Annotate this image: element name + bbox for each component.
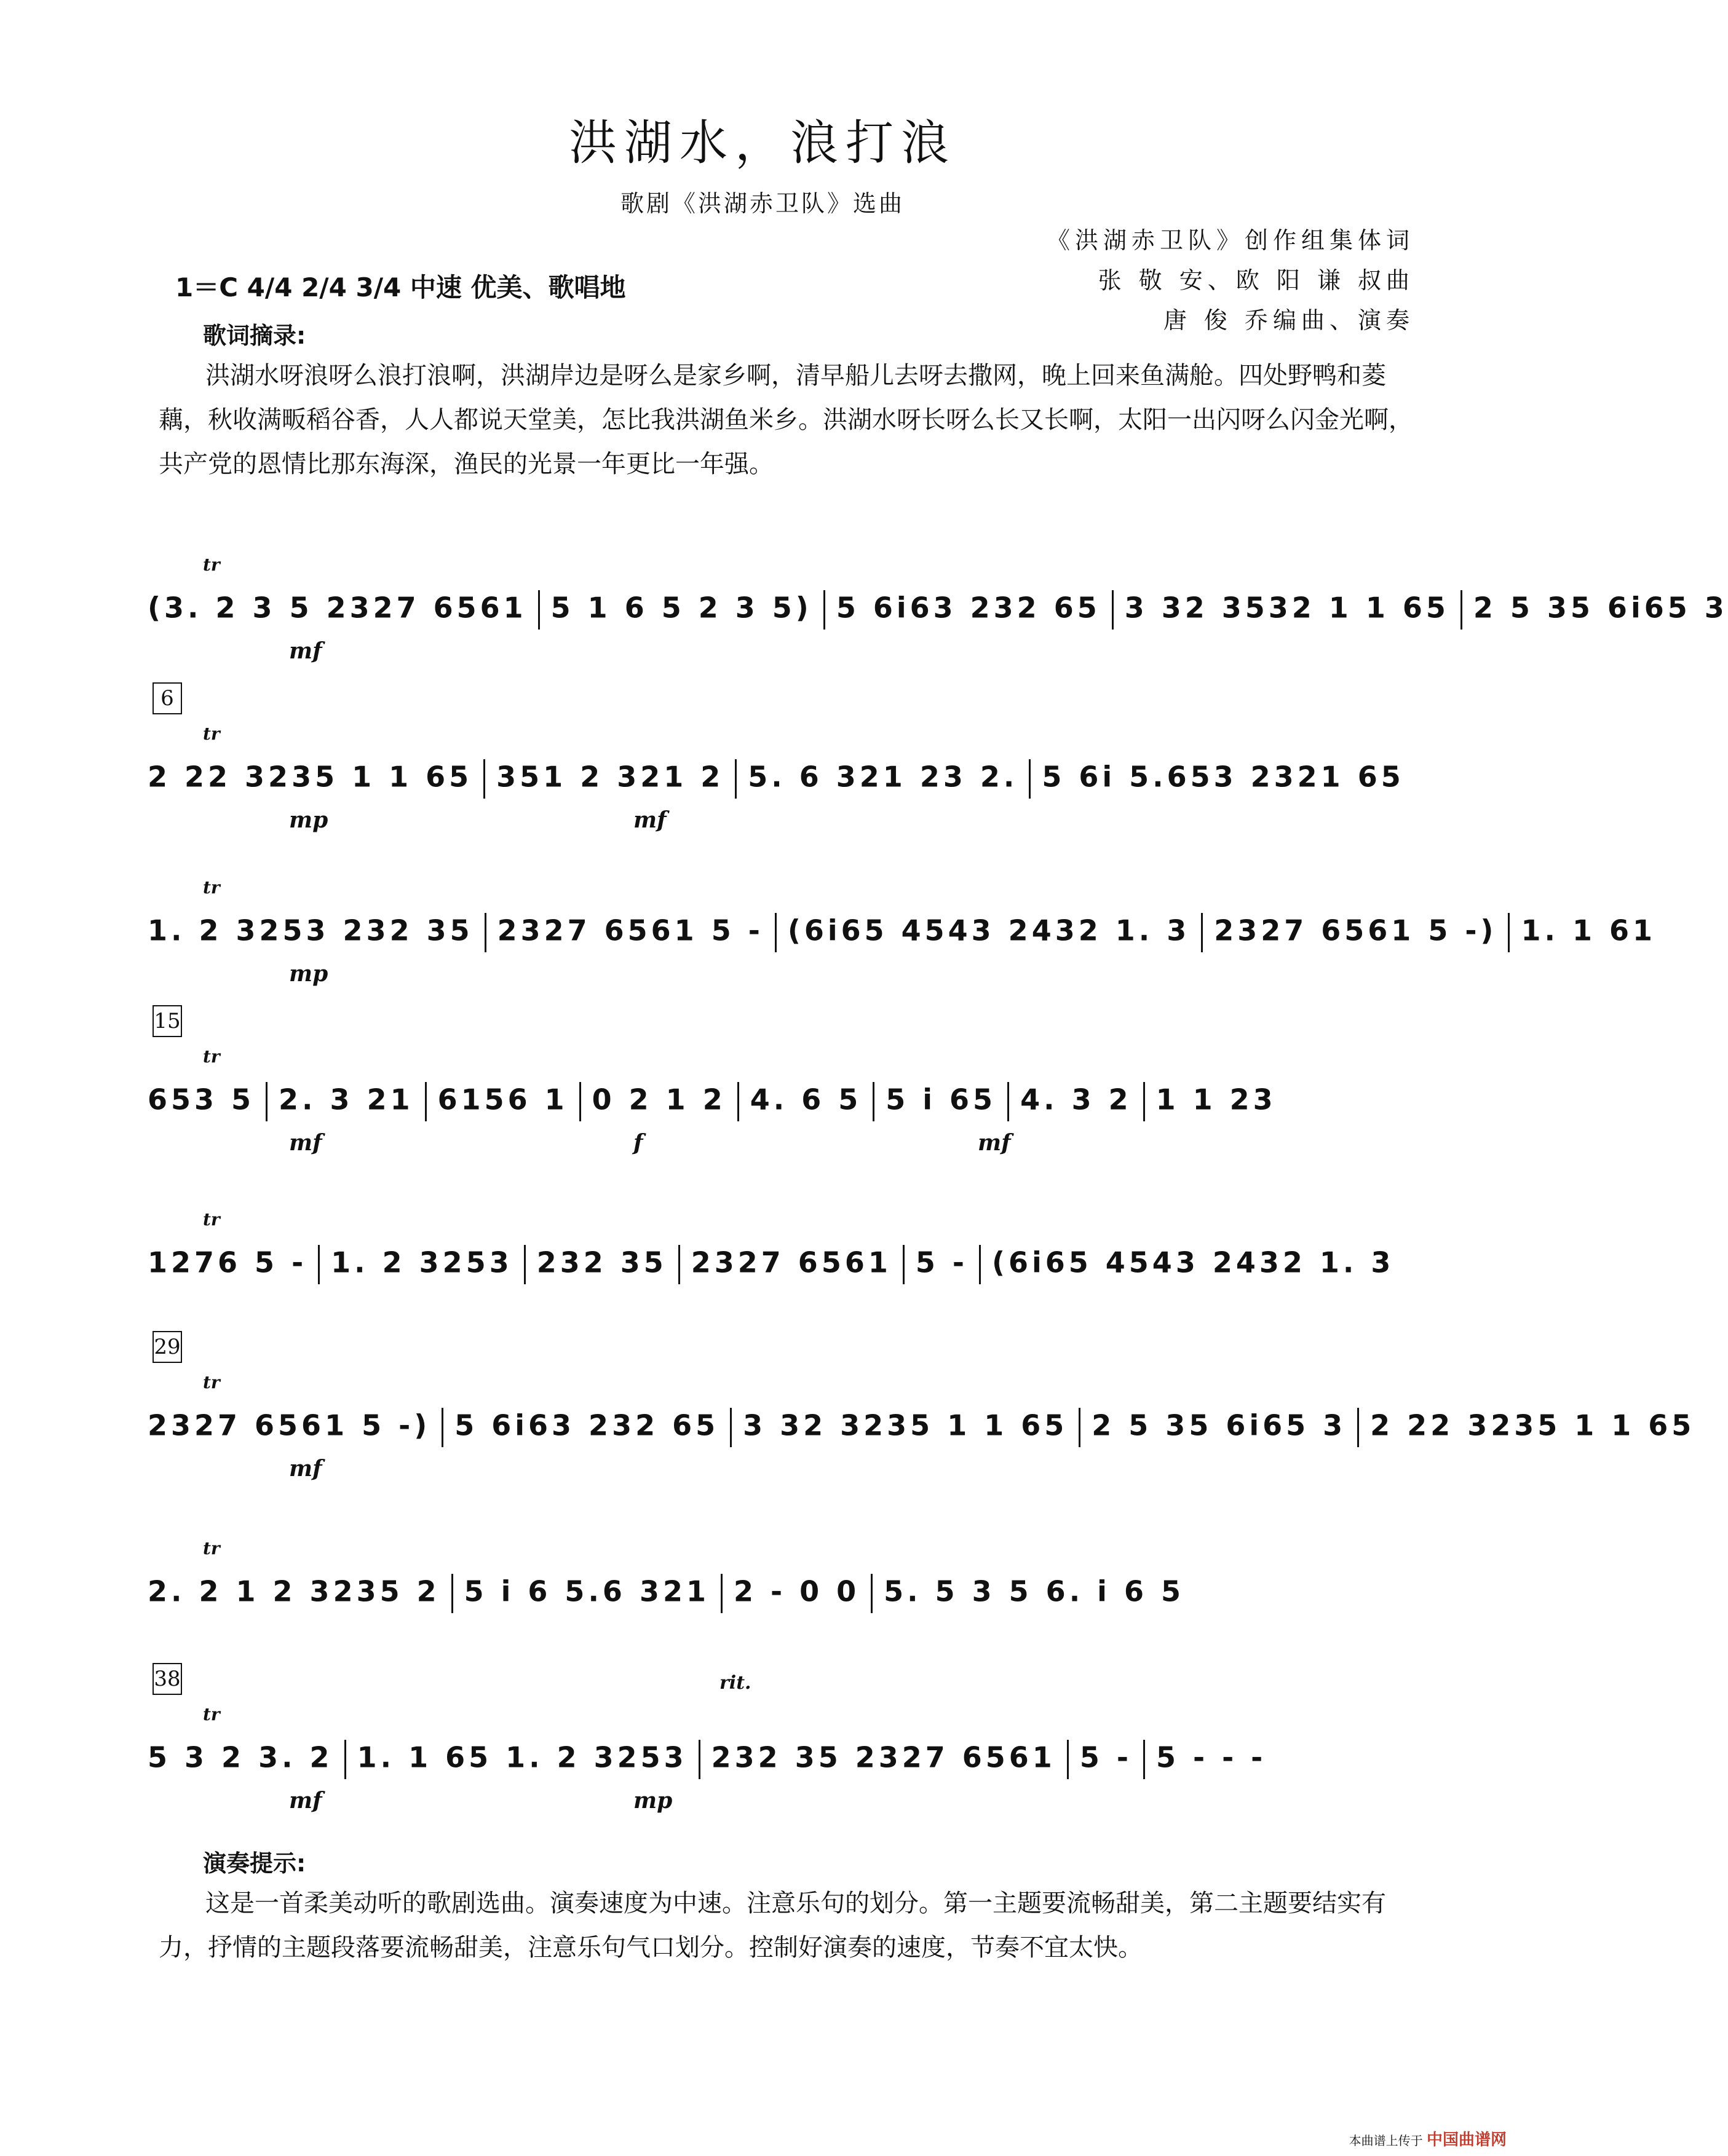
barline — [1508, 913, 1510, 952]
score-system — [148, 1245, 1421, 1284]
measure: 2 22 3235 1 1 65 — [1370, 1408, 1695, 1442]
credit-lyrics: 《洪湖赤卫队》创作组集体词 — [1046, 227, 1414, 254]
site-logo: 中国曲谱网 — [1426, 2131, 1507, 2149]
trill-mark: tr — [203, 877, 220, 898]
ritardando-mark: rit. — [719, 1672, 751, 1694]
measure-number: 6 — [153, 682, 182, 714]
barline — [1460, 590, 1462, 630]
measure: 5 1 6 5 2 3 5) — [550, 591, 812, 625]
barline — [873, 1082, 874, 1121]
site-watermark — [1349, 2127, 1507, 2150]
dynamic-mark: mf — [633, 807, 667, 833]
measure: 5 6i63 232 65 — [454, 1408, 719, 1442]
dynamic-mark: mf — [978, 1130, 1011, 1156]
measure: (6i65 4543 2432 1. 3 — [991, 1246, 1395, 1279]
measure-number: 29 — [153, 1331, 182, 1363]
barline — [1143, 1082, 1145, 1121]
barline — [678, 1245, 680, 1284]
measure: 2327 6561 5 - — [497, 914, 764, 947]
measure: 5 - — [1079, 1740, 1132, 1774]
barline — [1079, 1408, 1080, 1447]
barline — [266, 1082, 268, 1121]
measure: 5 i 65 — [886, 1083, 997, 1116]
barline — [737, 1082, 739, 1121]
trill-mark: tr — [203, 1046, 220, 1067]
score-system — [148, 590, 1728, 630]
barline — [871, 1574, 873, 1613]
trill-mark: tr — [203, 555, 220, 575]
barline — [979, 1245, 981, 1284]
barline — [485, 913, 486, 952]
measure: 232 35 — [536, 1246, 667, 1279]
barline — [451, 1574, 453, 1613]
barline — [699, 1740, 700, 1779]
page-subtitle: 歌剧《洪湖赤卫队》选曲 — [620, 190, 905, 217]
measure: 4. 6 5 — [750, 1083, 862, 1116]
barline — [735, 759, 737, 799]
measure: 1276 5 - — [148, 1246, 307, 1279]
barline — [483, 759, 485, 799]
measure: 5 6i 5.653 2321 65 — [1042, 760, 1405, 794]
score-system — [148, 1574, 1421, 1613]
measure: 5. 6 321 23 2. — [748, 760, 1018, 794]
barline — [903, 1245, 905, 1284]
measure-number: 15 — [153, 1005, 182, 1037]
measure: 2327 6561 — [691, 1246, 892, 1279]
dynamic-mark: mf — [289, 1788, 322, 1814]
measure: 5 i 6 5.6 321 — [464, 1574, 710, 1608]
measure: (3. 2 3 5 2327 6561 — [148, 591, 527, 625]
credit-arranger: 唐 俊 乔编曲、演奏 — [1163, 307, 1414, 334]
measure: 6156 1 — [437, 1083, 568, 1116]
score-system — [148, 1082, 1421, 1121]
tips-heading: 演奏提示: — [203, 1850, 306, 1877]
barline — [730, 1408, 732, 1447]
barline — [1007, 1082, 1009, 1121]
measure: 1 1 23 — [1155, 1083, 1277, 1116]
dynamic-mark: mp — [633, 1788, 673, 1814]
score-system — [148, 1740, 1421, 1779]
dynamic-mark: mf — [289, 1456, 322, 1482]
trill-mark: tr — [203, 1372, 220, 1392]
measure: 2 5 35 6i65 3 — [1473, 591, 1728, 625]
measure: 4. 3 2 — [1020, 1083, 1132, 1116]
barline — [721, 1574, 723, 1613]
dynamic-mark: mf — [289, 1130, 322, 1156]
measure: 3 32 3532 1 1 65 — [1124, 591, 1449, 625]
measure: 1. 2 3253 232 35 — [148, 914, 474, 947]
measure: 0 2 1 2 — [592, 1083, 726, 1116]
measure: 5 6i63 232 65 — [836, 591, 1101, 625]
lyrics-heading: 歌词摘录: — [203, 322, 306, 349]
measure: 653 5 — [148, 1083, 255, 1116]
credit-composer: 张 敬 安、欧 阳 谦 叔曲 — [1098, 267, 1414, 294]
measure: 2327 6561 5 -) — [1214, 914, 1497, 947]
barline — [524, 1245, 526, 1284]
measure: 1. 2 3253 — [331, 1246, 513, 1279]
trill-mark: tr — [203, 1538, 220, 1558]
measure: 5. 5 3 5 6. i 6 5 — [884, 1574, 1184, 1608]
barline — [579, 1082, 581, 1121]
measure: 1. 1 61 — [1521, 914, 1656, 947]
barline — [318, 1245, 320, 1284]
tips-text: 这是一首柔美动听的歌剧选曲。演奏速度为中速。注意乐句的划分。第一主题要流畅甜美，第二主题要结实有力，抒情的主题段落要流畅甜美，注意乐句气口划分。控制好演奏的速度，节奏不宜太快。 — [159, 1889, 1386, 1962]
measure: 2. 2 1 2 3235 2 — [148, 1574, 440, 1608]
trill-mark: tr — [203, 1704, 220, 1724]
score-system — [148, 759, 1421, 799]
barline — [1357, 1408, 1359, 1447]
measure: 3 32 3235 1 1 65 — [743, 1408, 1068, 1442]
measure: 232 35 2327 6561 — [711, 1740, 1056, 1774]
barline — [1029, 759, 1031, 799]
barline — [775, 913, 777, 952]
measure: 5 3 2 3. 2 — [148, 1740, 333, 1774]
measure: (6i65 4543 2432 1. 3 — [787, 914, 1191, 947]
measure: 2 - 0 0 — [733, 1574, 860, 1608]
score-system — [148, 1408, 1695, 1447]
measure: 1. 1 65 1. 2 3253 — [357, 1740, 688, 1774]
measure: 2 22 3235 1 1 65 — [148, 760, 473, 794]
barline — [1112, 590, 1114, 630]
key-tempo-marking: 1＝C 4/4 2/4 3/4 中速 优美、歌唱地 — [175, 272, 626, 302]
measure: 2. 3 21 — [279, 1083, 414, 1116]
barline — [442, 1408, 443, 1447]
measure-number: 38 — [153, 1663, 182, 1695]
measure: 351 2 321 2 — [496, 760, 724, 794]
barline — [1201, 913, 1203, 952]
trill-mark: tr — [203, 724, 220, 744]
dynamic-mark: mf — [289, 638, 322, 664]
barline — [1143, 1740, 1145, 1779]
measure: 2327 6561 5 -) — [148, 1408, 431, 1442]
measure: 2 5 35 6i65 3 — [1092, 1408, 1347, 1442]
upload-note: 本曲谱上传于 — [1349, 2133, 1423, 2148]
score-system — [148, 913, 1656, 952]
measure: 5 - - - — [1155, 1740, 1267, 1774]
barline — [823, 590, 825, 630]
barline — [344, 1740, 346, 1779]
dynamic-mark: f — [633, 1130, 643, 1156]
trill-mark: tr — [203, 1209, 220, 1230]
dynamic-mark: mp — [289, 961, 328, 987]
page-title: 洪湖水，浪打浪 — [568, 116, 956, 171]
barline — [538, 590, 540, 630]
dynamic-mark: mp — [289, 807, 328, 833]
barline — [425, 1082, 427, 1121]
barline — [1067, 1740, 1069, 1779]
measure: 5 - — [915, 1246, 968, 1279]
lyrics-text: 洪湖水呀浪呀么浪打浪啊，洪湖岸边是呀么是家乡啊，清早船儿去呀去撒网，晚上回来鱼满舱。四处野鸭和菱藕，秋收满畈稻谷香，人人都说天堂美，怎比我洪湖鱼米乡。洪湖水呀长呀么长又长啊，太阳一出闪呀么闪金光啊，共产党的恩情比那东海深，渔民的光景一年更比一年强。 — [159, 361, 1413, 478]
